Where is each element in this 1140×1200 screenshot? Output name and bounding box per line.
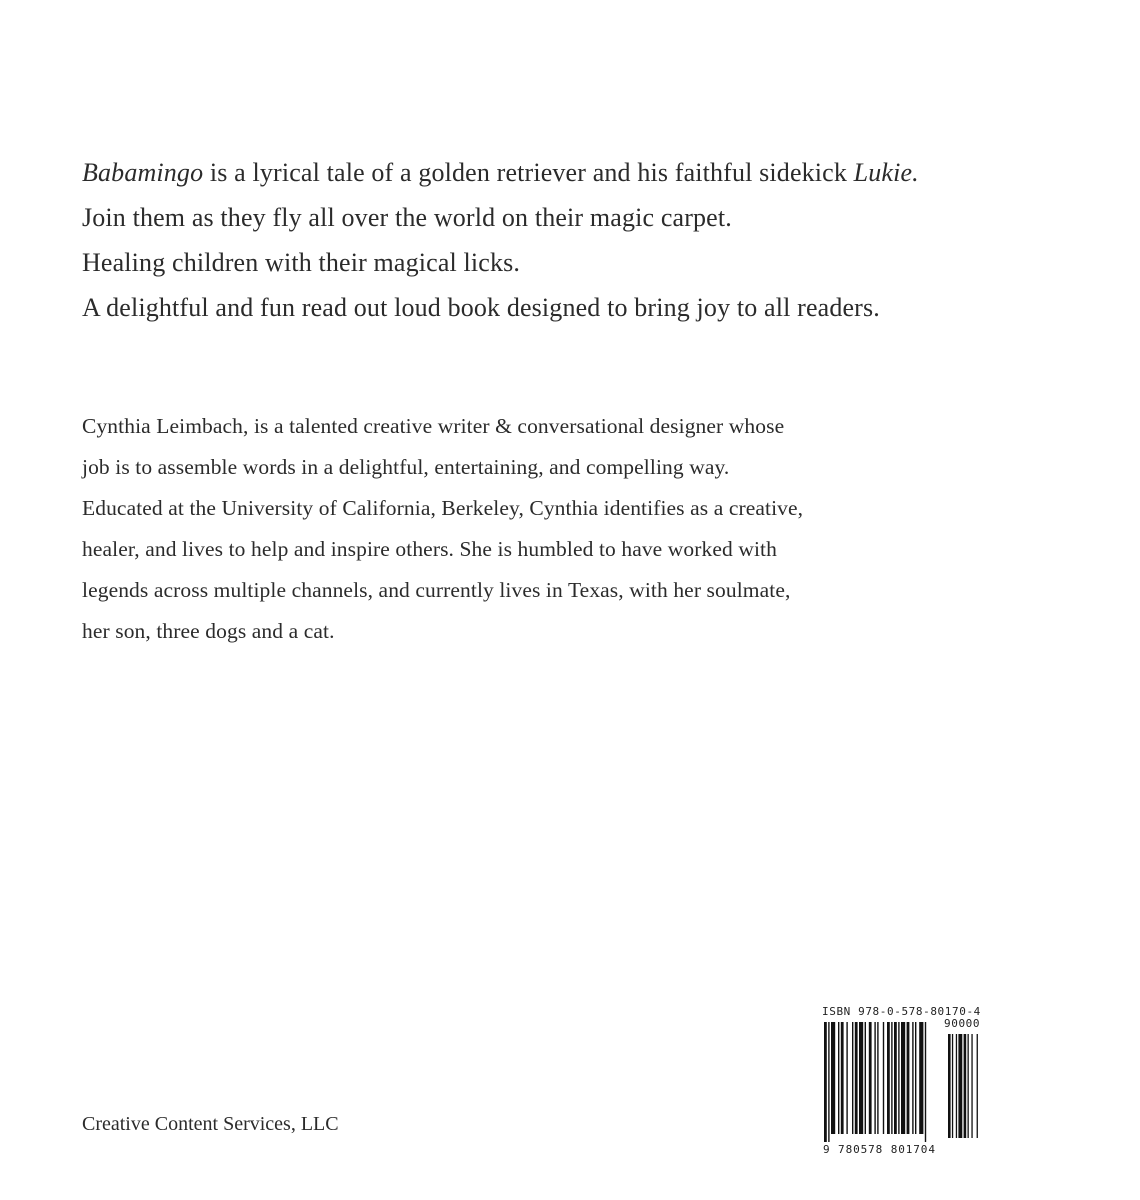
bio-line: Educated at the University of California, Berkeley, Cynthia identifies as a creative, xyxy=(82,496,804,520)
barcode-addon-bar xyxy=(958,1034,962,1138)
blurb-line-1 xyxy=(82,150,1082,195)
barcode-bar xyxy=(912,1022,913,1134)
barcode-bar xyxy=(869,1022,872,1134)
barcode-bar xyxy=(859,1022,863,1134)
book-blurb xyxy=(82,150,1082,330)
barcode-bar xyxy=(831,1022,835,1134)
barcode-addon-bar xyxy=(968,1034,969,1138)
sidekick-name: Lukie. xyxy=(853,158,919,187)
barcode-bar xyxy=(915,1022,916,1134)
barcode-bar xyxy=(846,1022,847,1134)
barcode-digits: 9 780578 801704 xyxy=(823,1143,936,1156)
barcode-addon-bar xyxy=(952,1034,953,1138)
author-bio xyxy=(82,406,1082,652)
barcode-bar xyxy=(865,1022,866,1134)
barcode-bar xyxy=(877,1022,878,1134)
blurb-line-1-text: is a lyrical tale of a golden retriever and his faithful sidekick xyxy=(203,158,854,187)
barcode-addon-bar xyxy=(956,1034,957,1138)
barcode-bar xyxy=(891,1022,892,1134)
bio-line: healer, and lives to help and inspire others. She is humbled to have worked with xyxy=(82,537,777,561)
barcode-bar xyxy=(828,1022,829,1142)
barcode-bar xyxy=(838,1022,839,1134)
blurb-line-4: A delightful and fun read out loud book designed to bring joy to all readers. xyxy=(82,293,880,322)
barcode-addon-bar xyxy=(977,1034,978,1138)
bio-line: Cynthia Leimbach, is a talented creative writer & conversational designer whose xyxy=(82,414,785,438)
blurb-line-2: Join them as they fly all over the world on their magic carpet. xyxy=(82,203,732,232)
publisher-name: Creative Content Services, LLC xyxy=(82,1113,339,1135)
barcode-bar xyxy=(898,1022,899,1134)
barcode-bar xyxy=(855,1022,858,1134)
barcode-image xyxy=(818,1018,984,1144)
barcode-addon-bar xyxy=(964,1034,967,1138)
blurb-line-3: Healing children with their magical licks. xyxy=(82,248,521,277)
bio-line: job is to assemble words in a delightful, entertaining, and compelling way. xyxy=(82,455,730,479)
barcode-bar xyxy=(874,1022,875,1134)
barcode-bar xyxy=(894,1022,897,1134)
isbn-label: ISBN 978-0-578-80170-4 xyxy=(822,1005,981,1018)
barcode-bar xyxy=(901,1022,905,1134)
book-title: Babamingo xyxy=(82,158,204,187)
barcode-bar xyxy=(841,1022,844,1134)
barcode-addon-bar xyxy=(971,1034,972,1138)
barcode-bar xyxy=(852,1022,853,1134)
bio-line: legends across multiple channels, and currently lives in Texas, with her soulmate, xyxy=(82,578,791,602)
barcode-bar xyxy=(887,1022,890,1134)
barcode-bar xyxy=(919,1022,923,1134)
barcode-addon-digits: 90000 xyxy=(944,1017,981,1030)
barcode-bar xyxy=(824,1022,827,1142)
bio-line: her son, three dogs and a cat. xyxy=(82,619,335,643)
barcode-bar xyxy=(907,1022,910,1134)
barcode-addon-bar xyxy=(948,1034,951,1138)
barcode-bar xyxy=(925,1022,926,1142)
barcode-bar xyxy=(883,1022,884,1134)
